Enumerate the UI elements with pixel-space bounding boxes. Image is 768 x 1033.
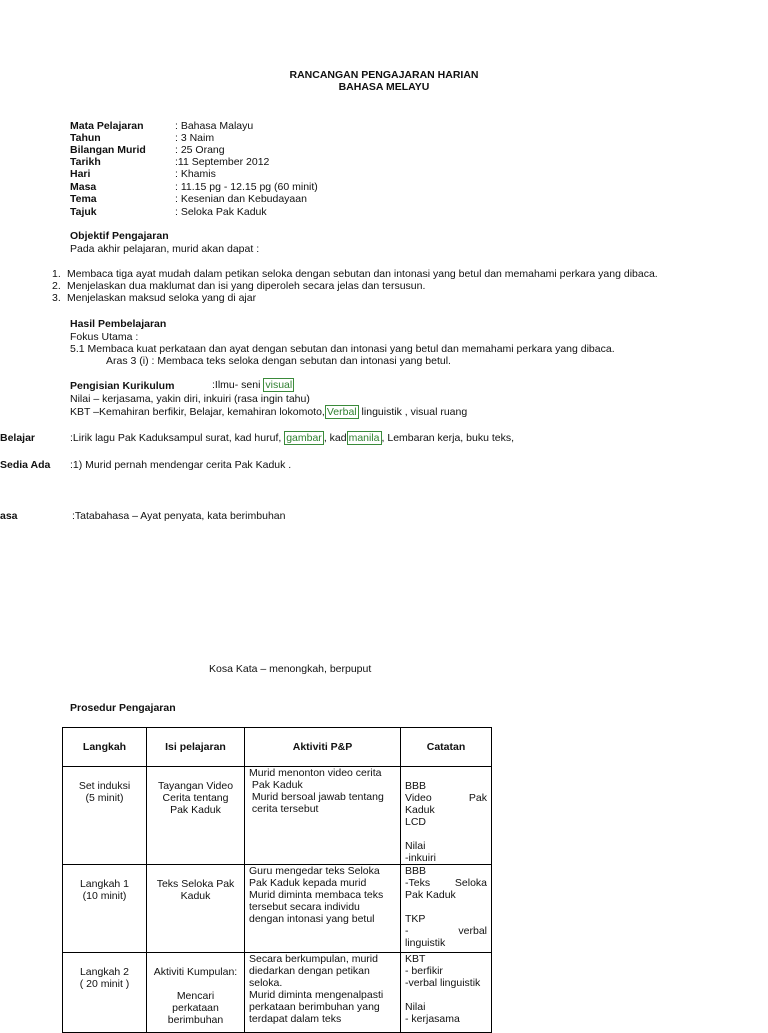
info-value-bilangan-murid: : 25 Orang <box>175 144 225 156</box>
info-label-tarikh: Tarikh <box>70 156 101 168</box>
info-label-tahun: Tahun <box>70 132 101 144</box>
objektif-heading: Objektif Pengajaran <box>70 230 169 242</box>
table-header-row <box>63 728 492 767</box>
sedia-ada-label: Sedia Ada <box>0 459 51 471</box>
col-header-langkah: Langkah <box>63 728 147 767</box>
prosedur-table <box>62 727 492 1033</box>
info-label-tema: Tema <box>70 193 97 205</box>
cell-aktiviti: Secara berkumpulan, murid diedarkan dengan petikan seloka. Murid diminta mengenalpasti perkataan berimbuhan yang terdapat dalam teks <box>245 953 401 1033</box>
cell-catatan: KBT - berfikir -verbal linguistik Nilai - kerjasama <box>401 953 492 1033</box>
cell-aktiviti: Murid menonton video cerita Pak Kaduk Murid bersoal jawab tentang cerita tersebut <box>245 767 401 865</box>
objektif-intro: Pada akhir pelajaran, murid akan dapat : <box>70 243 260 255</box>
cell-langkah: Langkah 1 (10 minit) <box>63 865 147 953</box>
kosa-kata: Kosa Kata – menongkah, berpuput <box>209 663 372 675</box>
col-header-aktiviti: Aktiviti P&P <box>245 728 401 767</box>
cell-catatan: BBB -Teks Seloka Pak Kaduk TKP - verbal linguistik <box>401 865 492 953</box>
hasil-aras: Aras 3 (i) : Membaca teks seloka dengan sebutan dan intonasi yang betul. <box>106 355 451 367</box>
kurikulum-label: Pengisian Kurikulum <box>70 380 175 392</box>
info-label-tajuk: Tajuk <box>70 206 97 218</box>
highlight-visual: visual <box>265 379 293 391</box>
info-label-mata-pelajaran: Mata Pelajaran <box>70 120 144 132</box>
hasil-heading: Hasil Pembelajaran <box>70 318 167 330</box>
sedia-ada-value: :1) Murid pernah mendengar cerita Pak Kaduk . <box>70 459 292 471</box>
tatabahasa-label: asa <box>0 510 18 522</box>
info-value-tajuk: : Seloka Pak Kaduk <box>175 206 267 218</box>
cell-langkah: Set induksi (5 minit) <box>63 767 147 865</box>
hasil-standard: 5.1 Membaca kuat perkataan dan ayat dengan sebutan dan intonasi yang betul dan memahami perkara yang dibaca. <box>70 343 615 355</box>
tatabahasa-value: :Tatabahasa – Ayat penyata, kata berimbuhan <box>72 510 286 522</box>
objektif-item: 1. Membaca tiga ayat mudah dalam petikan seloka dengan sebutan dan intonasi yang betul dan memahami perkara yang dibaca. <box>52 268 658 280</box>
bbm-value: :Lirik lagu Pak Kaduksampul surat, kad huruf, gambar , kad manila , Lembaran kerja, buku teks, <box>70 432 515 444</box>
info-label-hari: Hari <box>70 168 91 180</box>
highlight-manila: manila <box>348 432 380 444</box>
table-row <box>63 953 492 1033</box>
kurikulum-ilmu: :Ilmu- seni visual <box>212 379 293 391</box>
info-value-tarikh: :11 September 2012 <box>175 156 270 168</box>
col-header-isi: Isi pelajaran <box>147 728 245 767</box>
hasil-fokus: Fokus Utama : <box>70 331 139 343</box>
doc-title: RANCANGAN PENGAJARAN HARIAN <box>289 69 479 81</box>
cell-isi: Teks Seloka Pak Kaduk <box>147 865 245 953</box>
bbm-label: Belajar <box>0 432 36 444</box>
cell-isi: Tayangan Video Cerita tentang Pak Kaduk <box>147 767 245 865</box>
kurikulum-kbt: KBT –Kemahiran berfikir, Belajar, kemahiran lokomoto, Verbal linguistik , visual ruang <box>70 406 468 418</box>
info-label-masa: Masa <box>70 181 97 193</box>
cell-isi: Aktiviti Kumpulan: Mencari perkataan berimbuhan <box>147 953 245 1033</box>
objektif-item: 2. Menjelaskan dua maklumat dan isi yang diperoleh secara jelas dan tersusun. <box>52 280 426 292</box>
table-row <box>63 865 492 953</box>
col-header-catatan: Catatan <box>401 728 492 767</box>
info-value-tahun: : 3 Naim <box>175 132 215 144</box>
objektif-list <box>52 268 658 304</box>
info-value-hari: : Khamis <box>175 168 216 180</box>
info-value-mata-pelajaran: : Bahasa Malayu <box>175 120 254 132</box>
prosedur-heading: Prosedur Pengajaran <box>70 702 176 714</box>
table-row <box>63 767 492 865</box>
doc-subtitle: BAHASA MELAYU <box>338 81 430 93</box>
cell-catatan: BBB Video Pak Kaduk LCD Nilai -inkuiri <box>401 767 492 865</box>
highlight-verbal: Verbal <box>326 406 357 418</box>
highlight-gambar: gambar <box>286 432 322 444</box>
cell-aktiviti: Guru mengedar teks Seloka Pak Kaduk kepada murid Murid diminta membaca teks tersebut secara individu dengan intonasi yang betul <box>245 865 401 953</box>
info-label-bilangan-murid: Bilangan Murid <box>70 144 146 156</box>
kurikulum-nilai: Nilai – kerjasama, yakin diri, inkuiri (rasa ingin tahu) <box>70 393 310 405</box>
info-value-tema: : Kesenian dan Kebudayaan <box>175 193 307 205</box>
cell-langkah: Langkah 2 ( 20 minit ) <box>63 953 147 1033</box>
objektif-item: 3. Menjelaskan maksud seloka yang di ajar <box>52 292 257 304</box>
info-value-masa: : 11.15 pg - 12.15 pg (60 minit) <box>175 181 318 193</box>
